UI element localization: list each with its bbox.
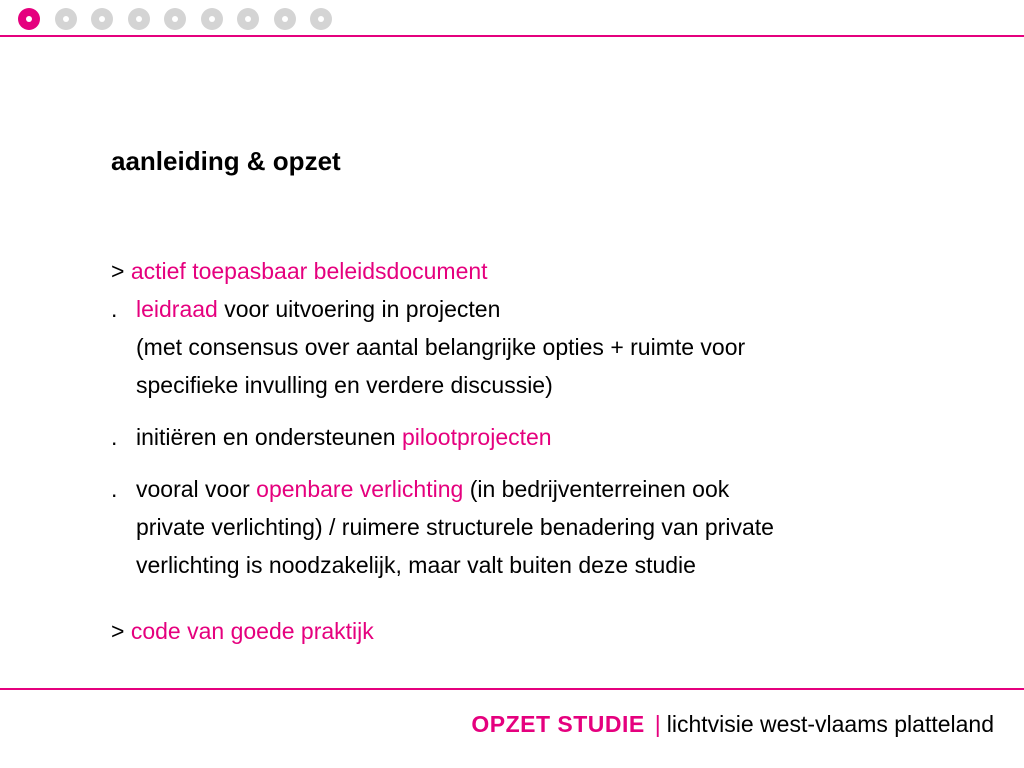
bullet-item-1 [111,252,971,290]
nav-dot-6[interactable] [201,8,223,30]
sub-bullet-text: vooral voor [136,476,257,502]
top-divider [0,35,1024,37]
bullet-highlight: code van goede praktijk [130,618,374,644]
footer-separator: | [654,711,661,737]
bottom-divider [0,688,1024,690]
bullet-highlight: actief toepasbaar beleidsdocument [130,258,488,284]
nav-dot-1[interactable] [18,8,40,30]
sub-bullet-marker: . [111,424,118,450]
bullet-item-2 [111,612,971,650]
sub-bullet-marker: . [111,296,118,322]
sub-bullet-highlight: openbare verlichting [256,476,464,502]
nav-dot-7[interactable] [237,8,259,30]
sub-bullet-1-line3: specifieke invulling en verdere discussie) [136,372,553,398]
nav-dot-5[interactable] [164,8,186,30]
footer-brand: OPZET STUDIE [471,711,645,737]
sub-bullet-1 [111,290,971,328]
sub-bullet-text-after: (in bedrijventerreinen ook [463,476,730,502]
sub-bullet-3-line2: private verlichting) / ruimere structurele benadering van private [136,514,774,540]
sub-bullet-highlight: leidraad [136,296,218,322]
nav-dot-2[interactable] [55,8,77,30]
nav-dot-3[interactable] [91,8,113,30]
slide-title: aanleiding & opzet [111,146,341,176]
footer-subtitle: lichtvisie west-vlaams platteland [666,711,994,737]
footer [471,711,994,738]
sub-bullet-2 [111,418,971,456]
sub-bullet-highlight: pilootprojecten [401,424,552,450]
nav-dot-9[interactable] [310,8,332,30]
bullet-marker: > [111,258,125,284]
sub-bullet-1-line2: (met consensus over aantal belangrijke opties + ruimte voor [136,334,746,360]
sub-bullet-marker: . [111,476,118,502]
sub-bullet-3 [111,470,971,508]
sub-bullet-3-line3: verlichting is noodzakelijk, maar valt buiten deze studie [136,552,696,578]
sub-bullet-text: initiëren en ondersteunen [136,424,402,450]
nav-dot-8[interactable] [274,8,296,30]
bullet-marker: > [111,618,125,644]
nav-dot-4[interactable] [128,8,150,30]
slide-content [111,252,971,650]
sub-bullet-text: voor uitvoering in projecten [217,296,501,322]
